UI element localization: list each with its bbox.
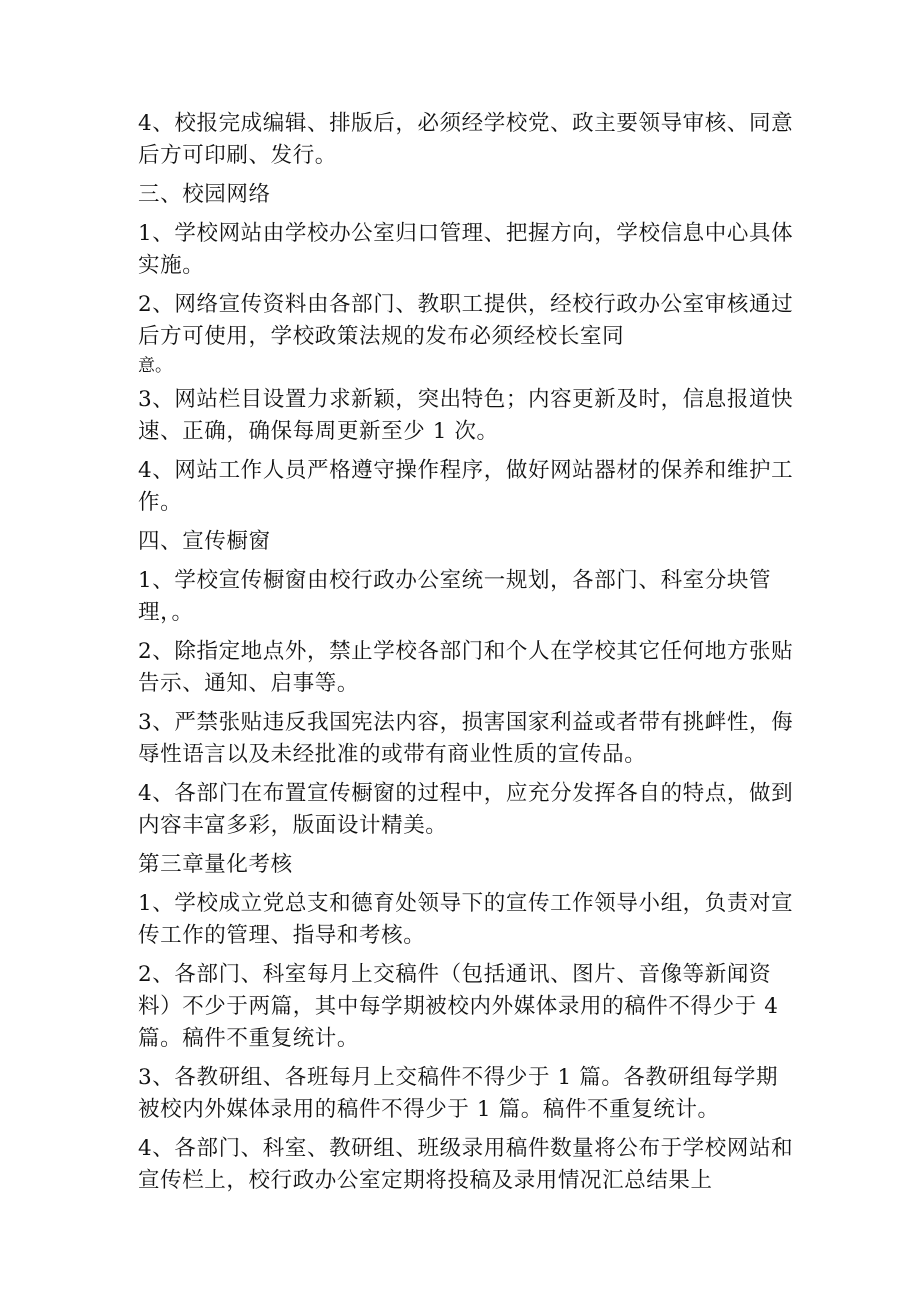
paragraph-assessment-3: 3、各教研组、各班每月上交稿件不得少于 1 篇。各教研组每学期被校内外媒体录用的稿件不得少于 1 篇。稿件不重复统计。 bbox=[138, 1065, 779, 1122]
section-heading-bulletin-board: 四、宣传橱窗 bbox=[138, 529, 271, 554]
paragraph-assessment-2: 2、各部门、科室每月上交稿件（包括通讯、图片、音像等新闻资料）不少于两篇，其中每学期被校内外媒体录用的稿件不得少于 4 篇。稿件不重复统计。 bbox=[138, 962, 779, 1051]
paragraph-school-paper-4: 4、校报完成编辑、排版后，必须经学校党、政主要领导审核、同意后方可印刷、发行。 bbox=[138, 111, 794, 168]
paragraph-network-2-tail: 意。 bbox=[138, 356, 172, 376]
section-heading-campus-network: 三、校园网络 bbox=[138, 182, 271, 207]
paragraph-assessment-4: 4、各部门、科室、教研组、班级录用稿件数量将公布于学校网站和宣传栏上，校行政办公室定期将投稿及录用情况汇总结果上 bbox=[138, 1136, 794, 1193]
paragraph-network-2 bbox=[138, 289, 798, 377]
paragraph-bulletin-2: 2、除指定地点外，禁止学校各部门和个人在学校其它任何地方张贴告示、通知、启事等。 bbox=[138, 639, 794, 696]
paragraph-assessment-1: 1、学校成立党总支和德育处领导下的宣传工作领导小组，负责对宣传工作的管理、指导和考核。 bbox=[138, 891, 794, 948]
paragraph-network-2-text: 2、网络宣传资料由各部门、教职工提供，经校行政办公室审核通过后方可使用，学校政策法规的发布必须经校长室同 bbox=[138, 292, 794, 349]
paragraph-bulletin-4: 4、各部门在布置宣传橱窗的过程中，应充分发挥各自的特点，做到内容丰富多彩，版面设计精美。 bbox=[138, 781, 794, 838]
paragraph-bulletin-1: 1、学校宣传橱窗由校行政办公室统一规划，各部门、科室分块管理，。 bbox=[138, 568, 772, 625]
document-page bbox=[138, 108, 798, 1204]
paragraph-network-1: 1、学校网站由学校办公室归口管理、把握方向，学校信息中心具体实施。 bbox=[138, 221, 794, 278]
paragraph-bulletin-3: 3、严禁张贴违反我国宪法内容，损害国家利益或者带有挑衅性，侮辱性语言以及未经批准的或带有商业性质的宣传品。 bbox=[138, 710, 794, 767]
paragraph-network-3: 3、网站栏目设置力求新颖，突出特色；内容更新及时，信息报道快速、正确，确保每周更新至少 1 次。 bbox=[138, 387, 794, 444]
chapter-heading-assessment: 第三章量化考核 bbox=[138, 852, 293, 877]
paragraph-network-4: 4、网站工作人员严格遵守操作程序，做好网站器材的保养和维护工作。 bbox=[138, 458, 794, 515]
